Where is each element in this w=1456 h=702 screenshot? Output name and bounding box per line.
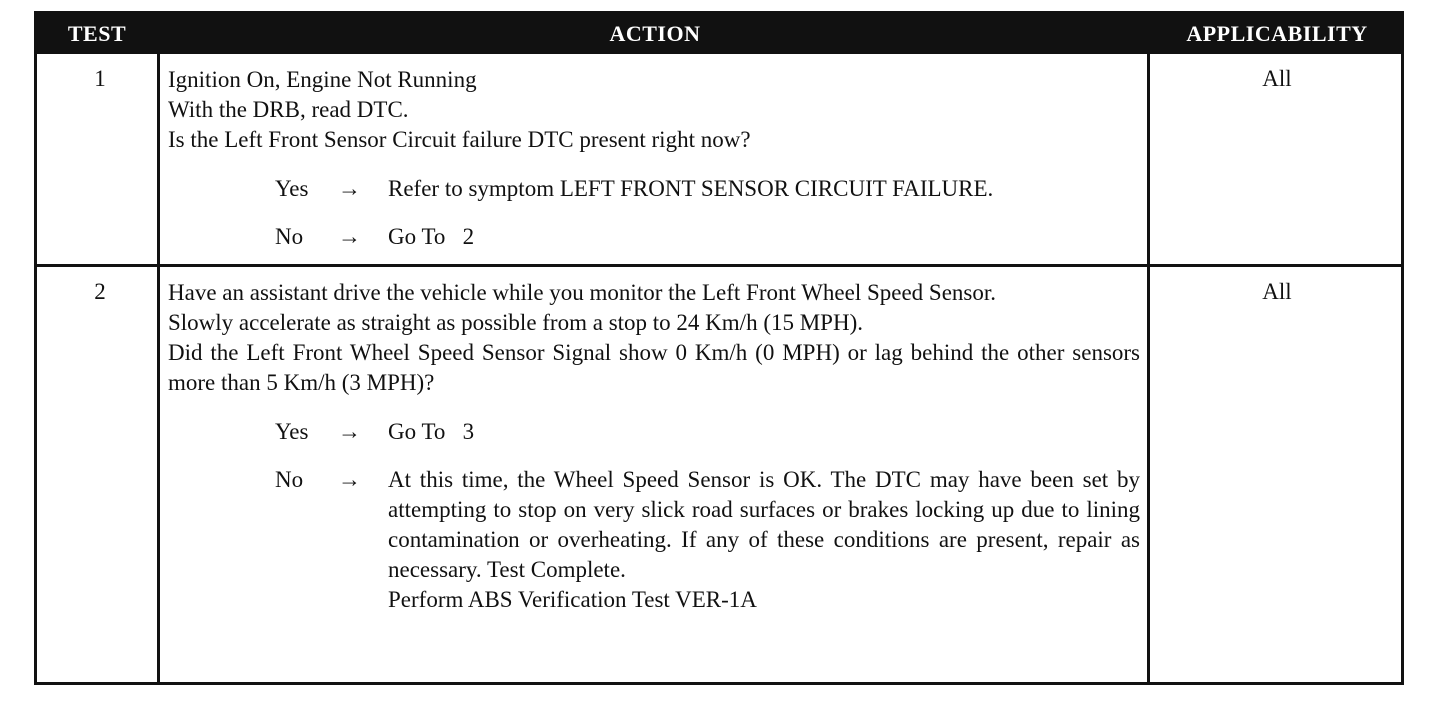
no-label: No bbox=[275, 467, 304, 492]
yes-response bbox=[168, 174, 1140, 204]
action-cell bbox=[168, 278, 1140, 615]
no-response bbox=[168, 222, 1140, 252]
no-response bbox=[168, 465, 1140, 615]
test-number: 2 bbox=[94, 279, 106, 304]
arrow-icon: → bbox=[338, 467, 361, 492]
table-row bbox=[37, 54, 1401, 264]
yes-result: Go To 3 bbox=[388, 419, 475, 444]
arrow-icon: → bbox=[338, 419, 361, 444]
arrow-icon: → bbox=[338, 224, 361, 249]
applicability-value: All bbox=[1262, 66, 1292, 91]
header-action: ACTION bbox=[609, 21, 701, 46]
no-result: Go To 2 bbox=[388, 224, 475, 249]
action-cell bbox=[168, 65, 1140, 252]
question-line: With the DRB, read DTC. bbox=[168, 97, 409, 122]
arrow-icon: → bbox=[338, 176, 361, 201]
no-result: At this time, the Wheel Speed Sensor is OK. The DTC may have been set by attempting to stop on very slick road surfaces or brakes locking up due to lining contamination or overheating. If any of these conditions are present, repair as necessary. Test Complete. bbox=[388, 467, 1140, 582]
applicability-value: All bbox=[1262, 279, 1292, 304]
no-result-block bbox=[388, 465, 1140, 615]
yes-label: Yes bbox=[275, 419, 309, 444]
header-test: TEST bbox=[67, 21, 127, 46]
test-number: 1 bbox=[94, 66, 106, 91]
diagnostic-test-table bbox=[34, 11, 1404, 685]
no-result-followup: Perform ABS Verification Test VER-1A bbox=[388, 587, 757, 612]
header-applicability: APPLICABILITY bbox=[1186, 21, 1368, 46]
yes-result: Refer to symptom LEFT FRONT SENSOR CIRCUIT FAILURE. bbox=[388, 176, 994, 201]
question-line: Is the Left Front Sensor Circuit failure DTC present right now? bbox=[168, 127, 751, 152]
table-header bbox=[37, 14, 1401, 54]
yes-label: Yes bbox=[275, 176, 309, 201]
yes-response bbox=[168, 417, 1140, 447]
question-paragraph: Have an assistant drive the vehicle while you monitor the Left Front Wheel Speed Sensor. bbox=[168, 280, 997, 305]
no-label: No bbox=[275, 224, 304, 249]
table-row bbox=[37, 267, 1401, 685]
question-line: Ignition On, Engine Not Running bbox=[168, 67, 477, 92]
question-paragraph: Slowly accelerate as straight as possible from a stop to 24 Km/h (15 MPH). bbox=[168, 310, 863, 335]
question-paragraph: Did the Left Front Wheel Speed Sensor Signal show 0 Km/h (0 MPH) or lag behind the other sensors more than 5 Km/h (3 MPH)? bbox=[168, 340, 1140, 395]
